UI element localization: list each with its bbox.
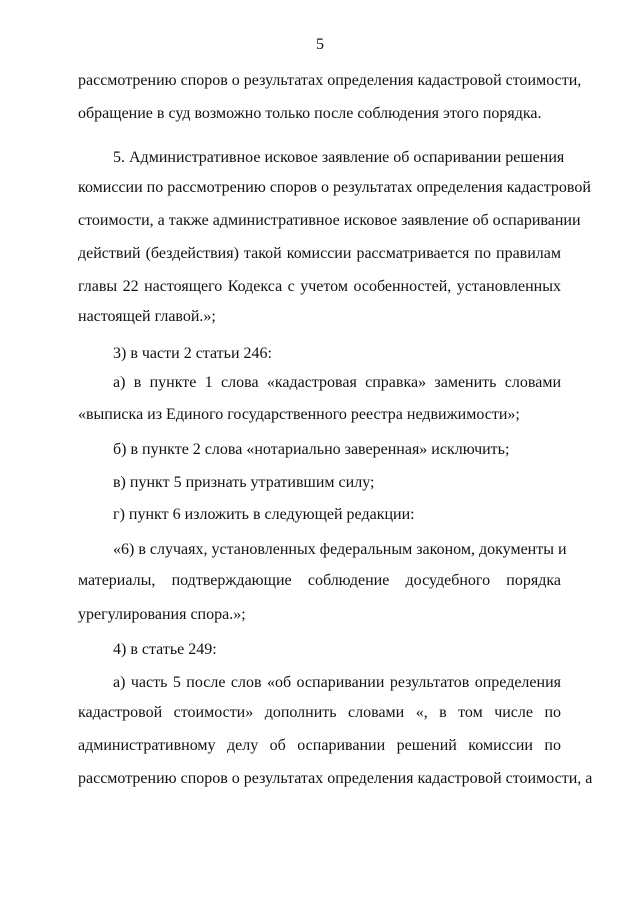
paragraph-start: «6) в случаях, установленных федеральным законом, документы и bbox=[113, 541, 567, 558]
text-line: главы 22 настоящего Кодекса с учетом особенностей, установленных bbox=[78, 278, 561, 295]
text-line: комиссии по рассмотрению споров о результатах определения кадастровой bbox=[78, 179, 591, 196]
list-item: 3) в части 2 статьи 246: bbox=[113, 345, 272, 362]
text-line: административному делу об оспаривании решений комиссии по bbox=[78, 737, 561, 754]
text-line: настоящей главой.»; bbox=[78, 308, 216, 325]
text-line: действий (бездействия) такой комиссии рассматривается по правилам bbox=[78, 245, 561, 262]
text-line: кадастровой стоимости» дополнить словами «, в том числе по bbox=[78, 704, 561, 721]
text-line: «выписка из Единого государственного реестра недвижимости»; bbox=[78, 406, 520, 423]
paragraph-start: а) в пункте 1 слова «кадастровая справка» заменить словами bbox=[113, 374, 561, 391]
text-line: обращение в суд возможно только после соблюдения этого порядка. bbox=[78, 105, 542, 122]
text-line: урегулирования спора.»; bbox=[78, 606, 246, 623]
list-item: 4) в статье 249: bbox=[113, 641, 217, 658]
text-line: рассмотрению споров о результатах определения кадастровой стоимости, bbox=[78, 72, 582, 89]
text-line: материалы, подтверждающие соблюдение досудебного порядка bbox=[78, 572, 561, 589]
text-line: стоимости, а также административное исковое заявление об оспаривании bbox=[78, 212, 581, 229]
list-item: б) в пункте 2 слова «нотариально заверенная» исключить; bbox=[113, 441, 510, 458]
text-line: рассмотрению споров о результатах определения кадастровой стоимости, а bbox=[78, 770, 593, 787]
paragraph-start: а) часть 5 после слов «об оспаривании результатов определения bbox=[113, 674, 561, 691]
page-number: 5 bbox=[316, 36, 324, 53]
list-item: в) пункт 5 признать утратившим силу; bbox=[113, 474, 375, 491]
paragraph-start: 5. Административное исковое заявление об оспаривании решения bbox=[113, 149, 565, 166]
list-item: г) пункт 6 изложить в следующей редакции: bbox=[113, 506, 415, 523]
